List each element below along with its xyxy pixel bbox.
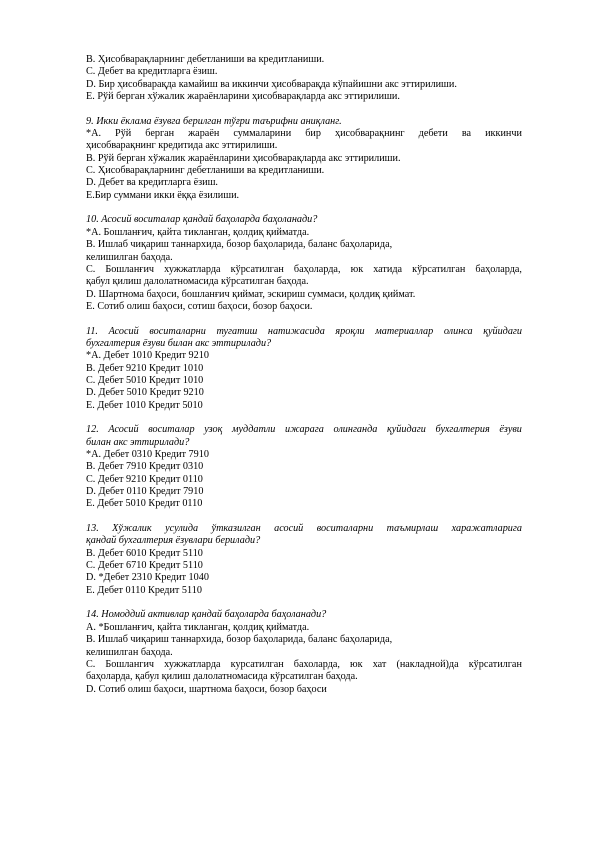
word: воситаларни [316, 523, 374, 535]
answer-line: *А. Дебет 1010 Кредит 9210 [86, 350, 209, 362]
answer-line: B. Ишлаб чиқариш таннархида, бозор баҳоларида, баланс баҳоларида, [86, 634, 393, 646]
answer-line: D. Дебет 5010 Кредит 9210 [86, 387, 204, 399]
answer-line: E.Бир суммани икки ёққа ёзилиши. [86, 189, 240, 201]
word: олинганда [333, 424, 378, 436]
word: берган [145, 128, 175, 140]
answer-line: E. Сотиб олиш баҳоси, сотиш баҳоси, бозор баҳоси. [86, 300, 313, 312]
word: таъмирлаш [386, 523, 439, 535]
question-line [86, 326, 522, 338]
word: C. [86, 263, 96, 275]
question-line: 10. Асосий воситалар қандай баҳоларда баҳоланади? [86, 214, 318, 226]
answer-line: E. Дебет 0110 Кредит 5110 [86, 584, 202, 596]
answer-line: D. Шартнома баҳоси, бошланғич қиймат, эскириш суммаси, қолдиқ қиймат. [86, 288, 416, 300]
answer-line: А. *Бошланғич, қайта тикланган, қолдиқ қийматда. [86, 621, 310, 633]
answer-line: C. Ҳисобварақларнинг дебетланиши ва кредитланиши. [86, 165, 325, 177]
answer-line: E. Дебет 5010 Кредит 0110 [86, 498, 203, 510]
answer-line: баҳоларда, қабул қилиш далолатномасида кўрсатилган баҳода. [86, 671, 358, 683]
answer-line: *А. Дебет 0310 Кредит 7910 [86, 449, 209, 460]
answer-line: D. Сотиб олиш баҳоси, шартнома баҳоси, бозор баҳоси [86, 683, 327, 695]
question-line: билан акс эттирилади? [86, 436, 190, 448]
word: тугатиш [216, 325, 258, 337]
paragraph-gap [86, 412, 522, 424]
paragraph-gap [86, 511, 522, 523]
word: Бошлангич [105, 658, 155, 670]
word: хатида [373, 263, 403, 275]
answer-line: *А. Бошланғич, қайта тикланган, қолдиқ қийматда. [86, 226, 310, 238]
answer-line: B. Ишлаб чиқариш таннархида, бозор баҳоларида, баланс баҳоларида, [86, 239, 393, 251]
word: материаллар [375, 325, 434, 337]
word: асосий [274, 523, 304, 535]
word: муддатли [232, 424, 276, 436]
word: хужжатларда [164, 658, 221, 670]
answer-line: B. Рўй берган хўжалик жараёнларини ҳисобварақларда акс эттирилиши. [86, 152, 401, 164]
word: *А. [86, 128, 101, 140]
answer-line [86, 659, 522, 671]
word: харажатларига [451, 523, 522, 535]
question-line [86, 424, 522, 436]
answer-line: D. Дебет 0110 Кредит 7910 [86, 486, 204, 498]
answer-line: C. Дебет 6710 Кредит 5110 [86, 560, 203, 572]
word: 12. [86, 424, 99, 436]
question-line: 9. Икки ёклама ёзувга берилган тўғри таърифни аниқланг. [86, 115, 342, 127]
word: натижасида [267, 325, 325, 337]
word: C. [86, 658, 96, 670]
paragraph-gap [86, 597, 522, 609]
word: Асосий [108, 325, 139, 337]
word: яроқли [335, 325, 365, 337]
answer-line: E. Дебет 1010 Кредит 5010 [86, 399, 203, 411]
word: Бошланғич [105, 263, 155, 275]
word: юк [350, 263, 364, 275]
answer-line [86, 264, 522, 276]
word: Рўй [115, 128, 132, 140]
word: хат [372, 658, 387, 670]
word: воситаларни [149, 325, 206, 337]
word: курсатилган [230, 658, 284, 670]
paragraph-gap [86, 202, 522, 214]
word: усулида [165, 523, 199, 535]
word: иккинчи [485, 128, 522, 140]
answer-line: D. Бир ҳисобварақда камайиш ва иккинчи ҳисобварақда кўпайишни акс эттирилиши. [86, 78, 457, 90]
word: Хўжалик [112, 523, 152, 535]
answer-line: келишилган баҳода. [86, 646, 173, 658]
word: кўрсатилган [230, 263, 284, 275]
answer-line: C. Дебет ва кредитларга ёзиш. [86, 66, 218, 78]
document-page [86, 54, 522, 696]
word: кўрсатилган [468, 658, 522, 670]
answer-line: қабул қилиш далолатномасида кўрсатилган баҳода. [86, 276, 309, 288]
word: ёзуви [499, 424, 522, 436]
word: бухгалтерия [435, 424, 490, 436]
word: ижарага [285, 424, 324, 436]
word: баҳоларда, [293, 263, 341, 275]
word: жараён [188, 128, 220, 140]
word: хужжатларда [164, 263, 221, 275]
question-line: қандай бухгалтерия ёзувлари берилади? [86, 535, 261, 547]
word: ўтказилган [211, 523, 261, 535]
word: 13. [86, 523, 99, 535]
answer-line: келишилган баҳода. [86, 251, 173, 263]
word: кўрсатилган [412, 263, 466, 275]
answer-line: C. Дебет 9210 Кредит 0110 [86, 473, 203, 485]
question-line: бухгалтерия ёзуви билан акс эттирилади? [86, 337, 272, 349]
word: 11. [86, 325, 98, 337]
answer-line: B. Дебет 9210 Кредит 1010 [86, 362, 204, 374]
answer-line: D. Дебет ва кредитларга ёзиш. [86, 177, 218, 189]
word: баҳоларда, [475, 263, 522, 275]
word: бир [305, 128, 321, 140]
answer-line: B. Дебет 7910 Кредит 0310 [86, 461, 204, 473]
answer-line: C. Дебет 5010 Кредит 1010 [86, 374, 204, 386]
word: олинса [443, 325, 473, 337]
word: дебети [418, 128, 448, 140]
word: қуйидаги [483, 325, 522, 337]
answer-line: B. Дебет 6010 Кредит 5110 [86, 547, 203, 559]
word: юк [350, 658, 363, 670]
paragraph-gap [86, 313, 522, 325]
word: бахоларда, [293, 658, 340, 670]
word: қуйидаги [387, 424, 426, 436]
answer-line: ҳисобварақнинг кредитида акс эттирилиши. [86, 140, 278, 152]
answer-line: E. Рўй берган хўжалик жараёнларини ҳисобварақларда акс эттирилиши. [86, 91, 400, 103]
word: (накладной)да [396, 658, 459, 670]
word: узоқ [204, 424, 223, 436]
word: воситалар [148, 424, 195, 436]
word: суммаларини [233, 128, 292, 140]
question-line: 14. Номоддий активлар қандай баҳоларда баҳоланади? [86, 609, 327, 621]
word: ҳисобварақнинг [334, 128, 405, 140]
answer-line: B. Ҳисобварақларнинг дебетланиши ва кредитланиши. [86, 54, 325, 65]
answer-line [86, 128, 522, 140]
word: ва [461, 128, 472, 140]
answer-line: D. *Дебет 2310 Кредит 1040 [86, 572, 209, 584]
word: Асосий [108, 424, 139, 436]
paragraph-gap [86, 103, 522, 115]
question-line [86, 523, 522, 535]
